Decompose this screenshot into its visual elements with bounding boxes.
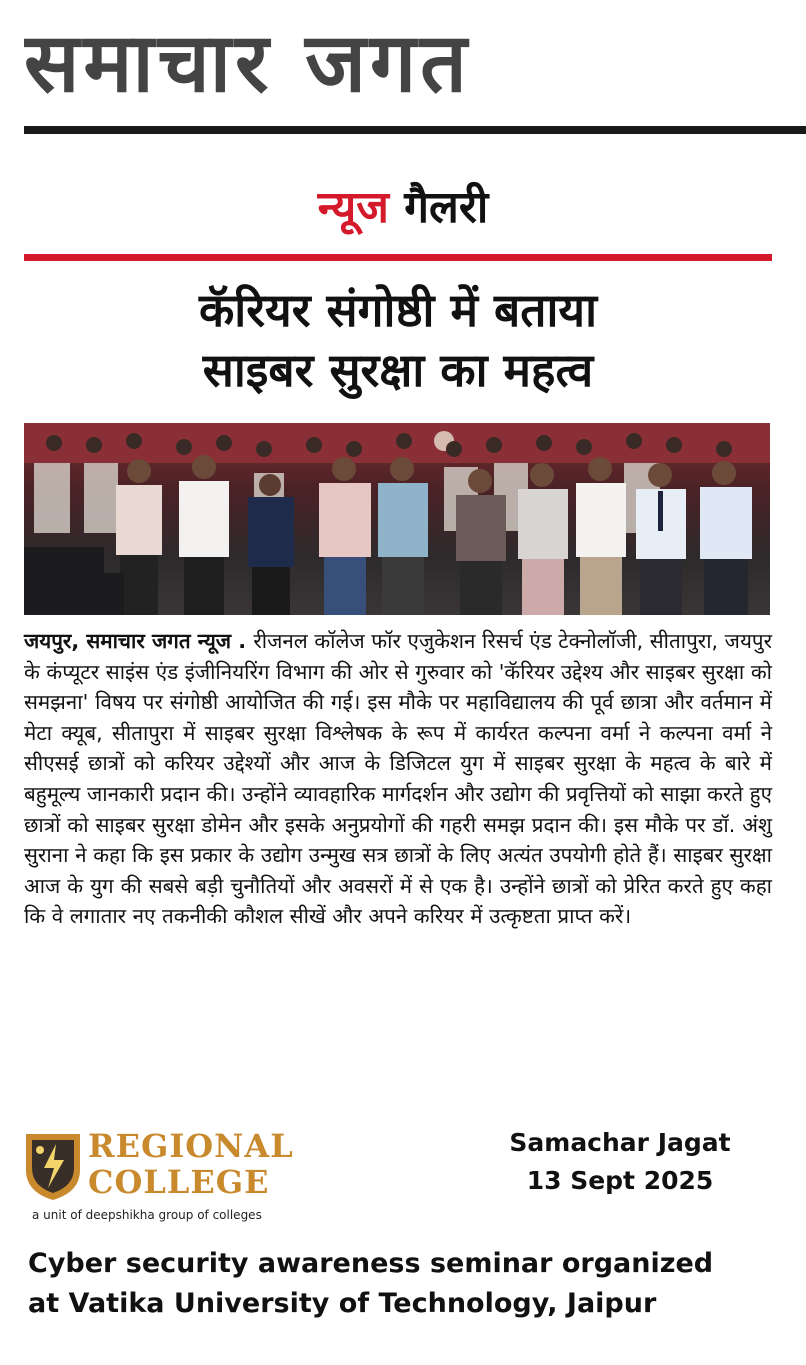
college-emblem-icon xyxy=(24,1132,82,1202)
source-publication: Samachar Jagat xyxy=(509,1128,731,1157)
article-body xyxy=(24,626,772,932)
section-label-red: न्यूज xyxy=(317,182,389,233)
logo-wordmark xyxy=(88,1128,294,1200)
section-divider xyxy=(24,254,772,261)
headline-line-2: साइबर सुरक्षा का महत्व xyxy=(202,343,594,397)
english-caption xyxy=(28,1244,788,1324)
news-photo xyxy=(24,423,770,615)
logo-name-line-1: REGIONAL xyxy=(88,1127,294,1165)
logo-name-line-2: COLLEGE xyxy=(88,1163,270,1201)
caption-line-1: Cyber security awareness seminar organized xyxy=(28,1248,714,1279)
article-text: रीजनल कॉलेज फॉर एजुकेशन रिसर्च एंड टेक्नोलॉजी, सीतापुरा, जयपुर के कंप्यूटर साइंस एंड इंजीनियरिंग विभाग की ओर से गुरुवार को 'कॅरियर उद्देश्य और साइबर सुरक्षा को समझना' विषय पर संगोष्ठी आयोजित की गई। इस मौके पर महाविद्यालय की पूर्व छात्रा और वर्तमान में मेटा क्यूब, सीतापुरा में साइबर सुरक्षा विश्लेषक के रूप में कार्यरत कल्पना वर्मा ने कल्पना वर्मा ने सीएसई छात्रों को करियर उद्देश्यों और आज के डिजिटल युग में साइबर सुरक्षा के महत्व के बारे में बहुमूल्य जानकारी प्रदान की। उन्होंने व्यावहारिक मार्गदर्शन और उद्योग की प्रवृत्तियों को साझा करते हुए छात्रों को साइबर सुरक्षा डोमेन और इसके अनुप्रयोगों की गहरी समझ प्रदान की। इस मौके पर डॉ. अंशु सुराना ने कहा कि इस प्रकार के उद्योग उन्मुख सत्र छात्रों के लिए अत्यंत उपयोगी होते हैं। साइबर सुरक्षा आज के युग की सबसे बड़ी चुनौतियों और अवसरों में से एक है। उन्होंने छात्रों को प्रेरित करते हुए कहा कि वे लगातार नए तकनीकी कौशल सीखें और अपने करियर में उत्कृष्टता प्राप्त करें। xyxy=(24,629,773,929)
caption-line-2: at Vatika University of Technology, Jaipur xyxy=(28,1288,657,1319)
group-photo-illustration xyxy=(24,423,770,615)
masthead-title: समाचार जगत xyxy=(24,16,471,111)
logo-tagline: a unit of deepshikha group of colleges xyxy=(32,1208,262,1222)
article-dateline: जयपुर, समाचार जगत न्यूज . xyxy=(24,629,254,653)
section-label-black: गैलरी xyxy=(404,182,489,233)
masthead-divider xyxy=(24,126,806,134)
source-credit xyxy=(470,1124,770,1200)
section-label xyxy=(0,180,806,236)
headline-line-1: कॅरियर संगोष्ठी में बताया xyxy=(198,283,597,337)
regional-college-logo xyxy=(24,1128,304,1226)
article-headline xyxy=(24,280,772,400)
source-date: 13 Sept 2025 xyxy=(526,1166,714,1195)
